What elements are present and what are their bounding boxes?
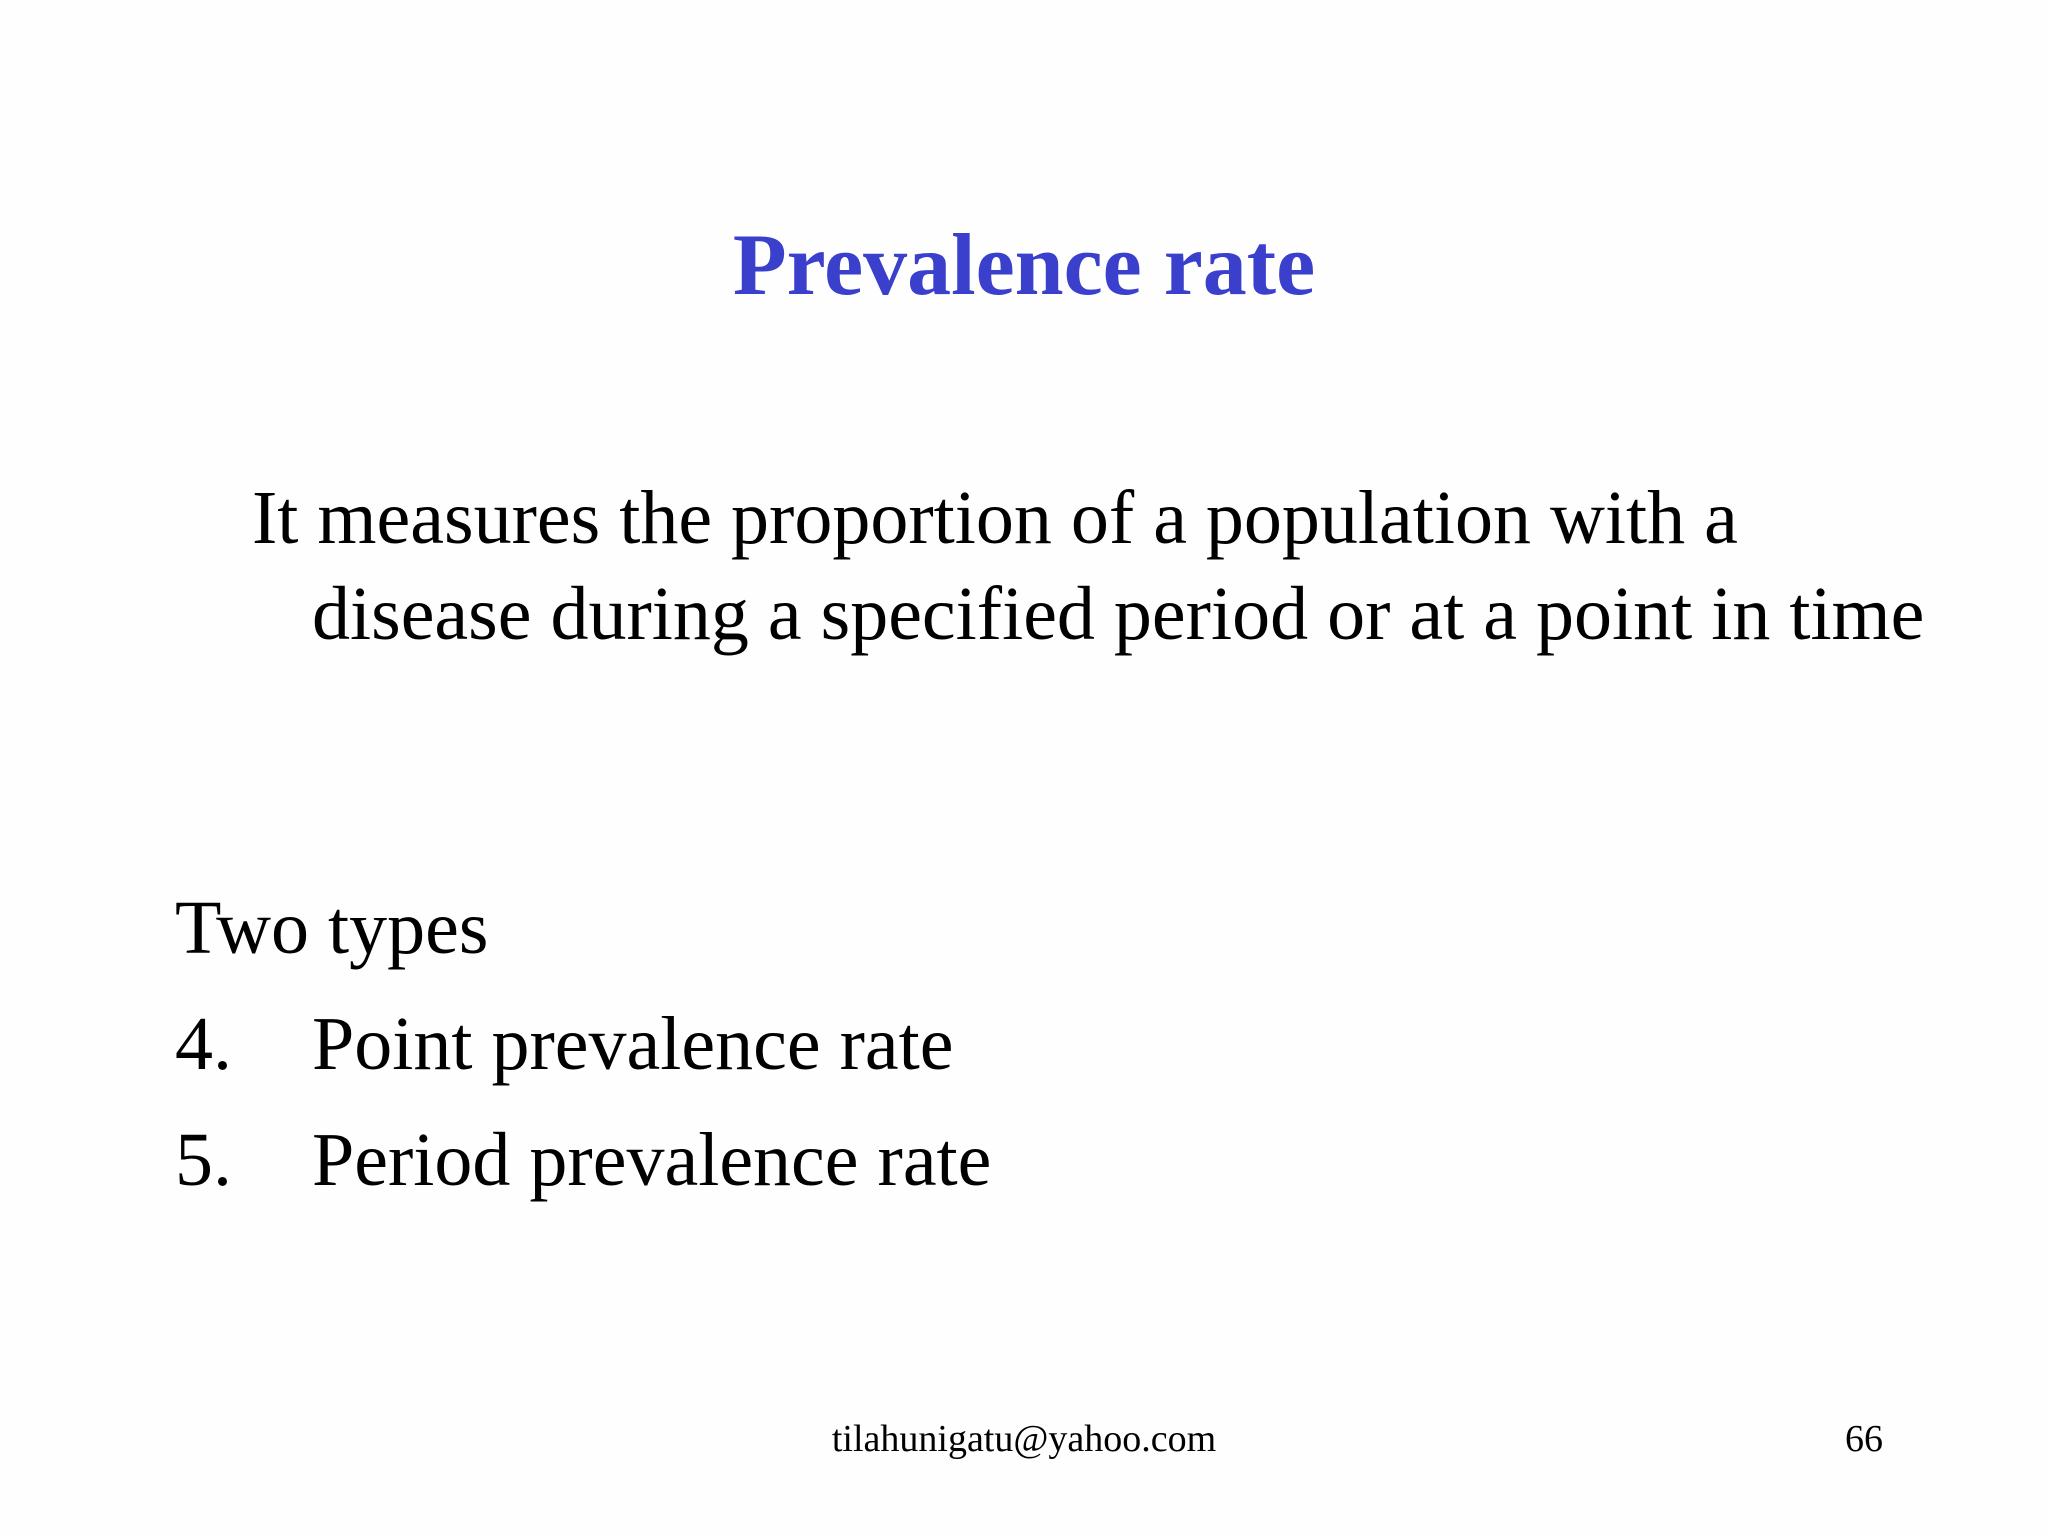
- list-item-label: Period prevalence rate: [312, 1118, 992, 1202]
- types-list: [175, 1002, 992, 1238]
- list-item-label: Point prevalence rate: [312, 1002, 954, 1086]
- list-item-number: 4.: [175, 1002, 232, 1086]
- page-number: 66: [1845, 1418, 1883, 1460]
- list-item: [175, 1002, 991, 1122]
- footer-email: tilahunigatu@yahoo.com: [831, 1418, 1217, 1460]
- types-heading: Two types: [175, 886, 489, 970]
- slide-title: Prevalence rate: [732, 217, 1316, 314]
- list-item-number: 5.: [175, 1118, 232, 1202]
- list-item: [175, 1118, 992, 1238]
- definition-text: It measures the proportion of a population with a disease during a specified period or at a point in time: [252, 476, 1925, 656]
